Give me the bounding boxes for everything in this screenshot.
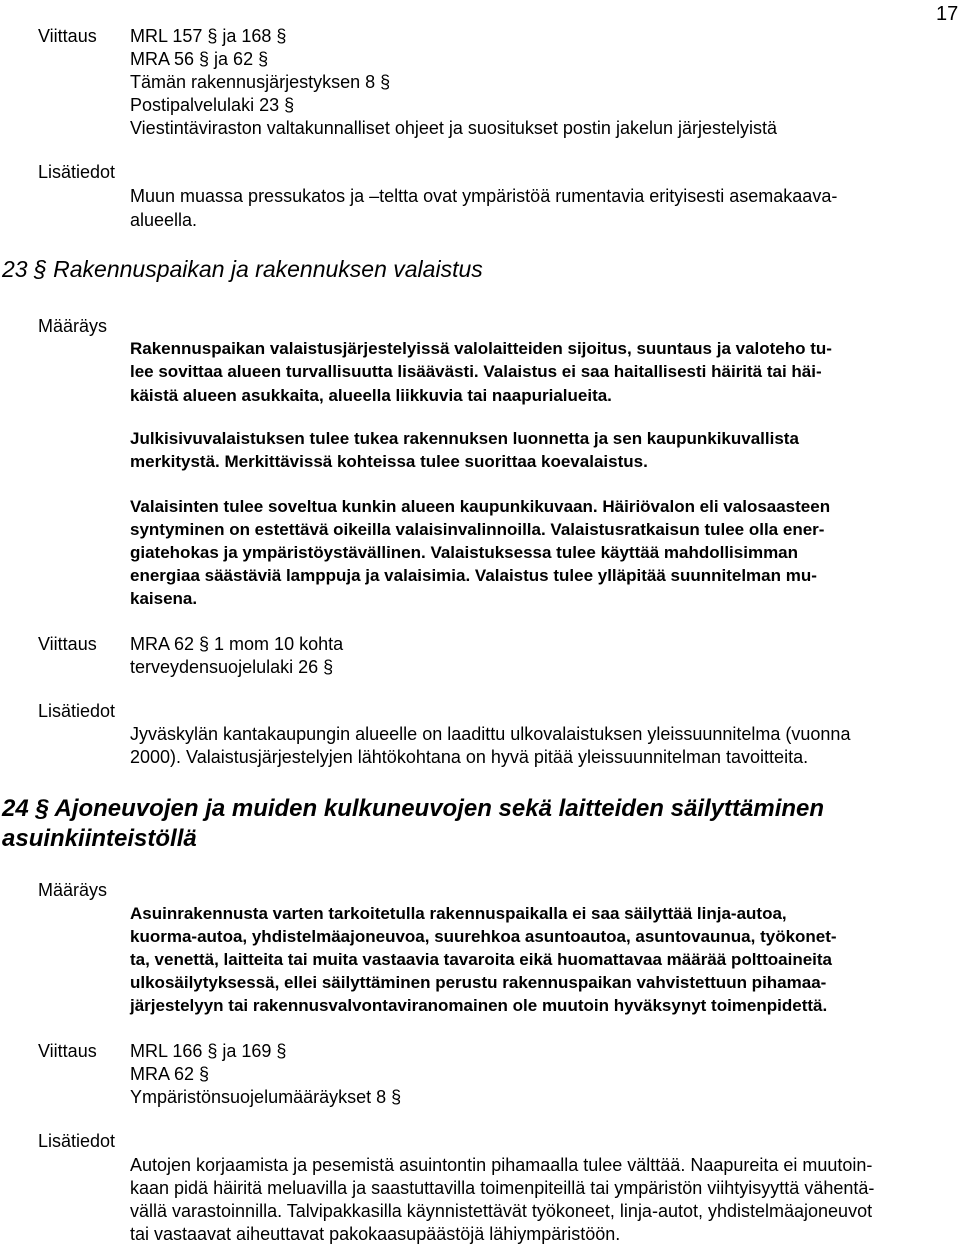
reference-line: MRA 62 § 1 mom 10 kohta: [130, 634, 344, 654]
viittaus-label: Viittaus: [38, 26, 97, 46]
reference-line: Viestintäviraston valtakunnalliset ohjeet ja suositukset postin jakelun järjestelyistä: [130, 118, 778, 138]
regulation-line: ta, venettä, laitteita tai muita vastaavia tavaroita eikä huomattavaa määrää polttoaineita: [130, 950, 832, 969]
info-line: 2000). Valaistusjärjestelyjen lähtökohtana on hyvä pitää yleissuunnitelman tavoitteita.: [130, 747, 809, 767]
info-line: tai vastaavat aiheuttavat pakokaasupäästöjä lähiympäristöön.: [130, 1224, 621, 1244]
regulation-line: Asuinrakennusta varten tarkoitetulla rakennuspaikalla ei saa säilyttää linja-autoa,: [130, 904, 787, 923]
reference-line: Tämän rakennusjärjestyksen 8 §: [130, 72, 391, 92]
info-line: Autojen korjaamista ja pesemistä asuintontin pihamaalla tulee välttää. Naapureita ei muutoin-: [130, 1155, 873, 1175]
regulation-line: käistä alueen asukkaita, alueella liikkuvia tai naapurialueita.: [130, 386, 612, 405]
reference-line: MRA 62 §: [130, 1064, 210, 1084]
info-line: kaan pidä häiritä meluavilla ja saastuttavilla toimenpiteillä tai ympäristön viihtyisyyttä vähentä-: [130, 1178, 875, 1198]
info-line: Jyväskylän kantakaupungin alueelle on laadittu ulkovalaistuksen yleissuunnitelma (vuonna: [130, 724, 851, 744]
regulation-line: kaisena.: [130, 589, 198, 608]
info-line: Muun muassa pressukatos ja –teltta ovat ympäristöä rumentavia erityisesti asemakaava-: [130, 186, 838, 206]
regulation-line: Valaisinten tulee soveltua kunkin alueen kaupunkikuvaan. Häiriövalon eli valosaasteen: [130, 497, 831, 516]
regulation-line: merkitystä. Merkittävissä kohteissa tulee suorittaa koevalaistus.: [130, 452, 648, 471]
maarays-label: Määräys: [38, 880, 108, 900]
section-heading-continuation: asuinkiinteistöllä: [2, 825, 197, 852]
info-line: alueella.: [130, 210, 198, 230]
lisatiedot-label: Lisätiedot: [38, 1131, 116, 1151]
regulation-line: kuorma-autoa, yhdistelmäajoneuvoa, suurehkoa asuntoautoa, asuntovaunua, työkonet-: [130, 927, 837, 946]
regulation-line: Rakennuspaikan valaistusjärjestelyissä valolaitteiden sijoitus, suuntaus ja valoteho tu-: [130, 339, 832, 358]
viittaus-label: Viittaus: [38, 634, 97, 654]
page-number: 17: [936, 3, 959, 25]
regulation-line: Julkisivuvalaistuksen tulee tukea rakennuksen luonnetta ja sen kaupunkikuvallista: [130, 429, 799, 448]
reference-line: Ympäristönsuojelumääräykset 8 §: [130, 1087, 402, 1107]
regulation-line: järjestelyyn tai rakennusvalvontaviranomainen ole muutoin hyväksynyt toimenpidettä.: [130, 996, 828, 1015]
reference-line: MRA 56 § ja 62 §: [130, 49, 269, 69]
reference-line: MRL 157 § ja 168 §: [130, 26, 287, 46]
regulation-line: giatehokas ja ympäristöystävällinen. Valaistuksessa tulee käyttää mahdollisimman: [130, 543, 799, 562]
section-heading: 23 § Rakennuspaikan ja rakennuksen valaistus: [2, 256, 483, 282]
maarays-label: Määräys: [38, 316, 108, 336]
regulation-line: syntyminen on estettävä oikeilla valaisinvalinnoilla. Valaistusratkaisun tulee olla ener-: [130, 520, 825, 539]
reference-line: Postipalvelulaki 23 §: [130, 95, 295, 115]
info-line: vällä varastoinnilla. Talvipakkasilla käynnistettävät työkoneet, linja-autot, yhdistelmäajoneuvot: [130, 1201, 873, 1221]
regulation-line: energiaa säästäviä lamppuja ja valaisimia. Valaistus tulee ylläpitää suunnitelman mu-: [130, 566, 817, 585]
regulation-line: ulkosäilytyksessä, ellei säilyttäminen perustu rakennuspaikan vahvistettuun pihamaa-: [130, 973, 827, 992]
reference-line: MRL 166 § ja 169 §: [130, 1041, 287, 1061]
lisatiedot-label: Lisätiedot: [38, 162, 116, 182]
lisatiedot-label: Lisätiedot: [38, 701, 116, 721]
viittaus-label: Viittaus: [38, 1041, 97, 1061]
reference-line: terveydensuojelulaki 26 §: [130, 657, 334, 677]
regulation-line: lee sovittaa alueen turvallisuutta lisäävästi. Valaistus ei saa haitallisesti häiritä tai häi-: [130, 362, 822, 381]
section-heading: 24 § Ajoneuvojen ja muiden kulkuneuvojen sekä laitteiden säilyttäminen: [2, 795, 825, 822]
